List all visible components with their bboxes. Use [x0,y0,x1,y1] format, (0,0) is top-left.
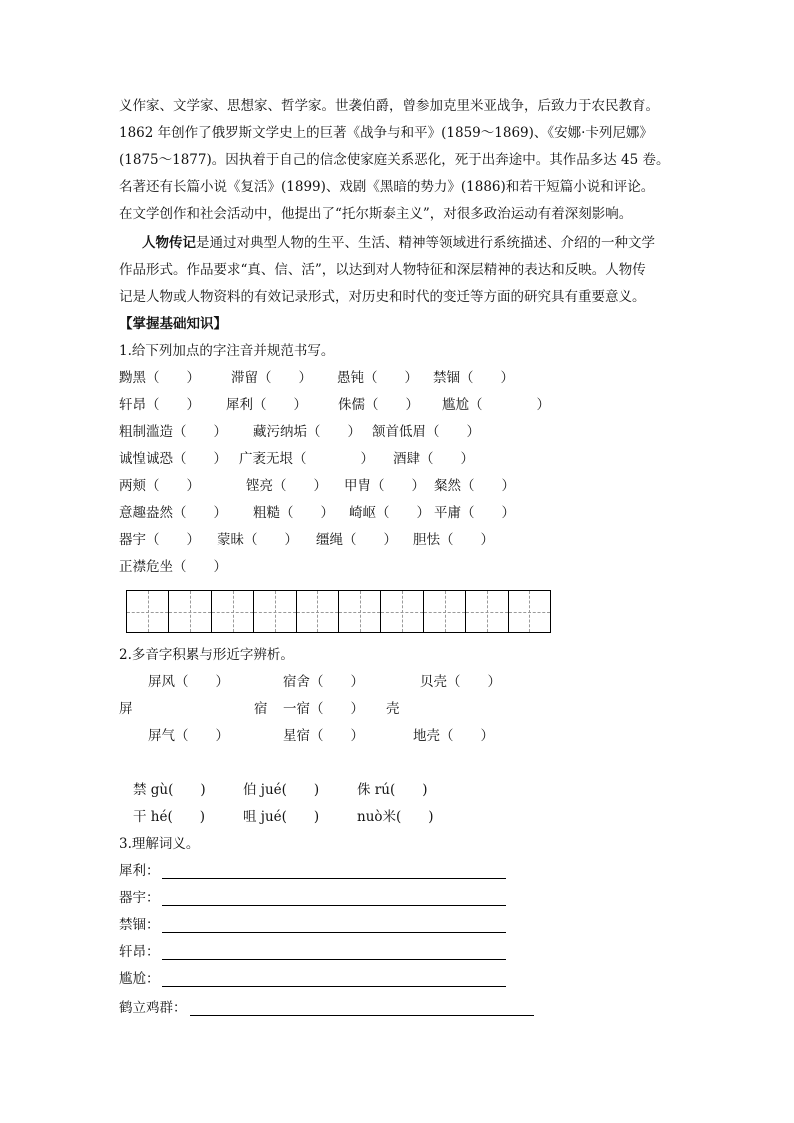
q1-item: 粗制滥造（ ） [119,424,227,440]
writing-grid-cell[interactable] [509,591,550,632]
q1-item: 轩昂（ ） [119,397,200,413]
answer-line[interactable] [162,986,506,987]
q2-item: 一宿（ ） [283,701,364,717]
q1-item: 缰绳（ ） [316,532,397,548]
q2-item: 宿舍（ ） [283,674,364,690]
q2-item: 屏气（ ） [148,728,229,744]
q2-char: 屏 [119,701,133,717]
intro-line-1: 义作家、文学家、思想家、哲学家。世袭伯爵，曾参加克里米亚战争，后致力于农民教育。 [119,98,659,114]
writing-grid-cell[interactable] [466,591,508,632]
q1-item: 粗糙（ ） [253,505,334,521]
q1-item: 铿亮（ ） [246,478,327,494]
q2-char: 壳 [386,701,400,717]
q1-item: 平庸（ ） [434,505,515,521]
q1-item: 两颊（ ） [119,478,200,494]
q2-pinyin-item: 禁 gù( ) [133,782,206,798]
q2-pinyin-item: 伯 jué( ) [243,782,320,798]
q3-title: 3.理解词义。 [119,836,200,852]
answer-line[interactable] [162,932,506,933]
biography-line-3: 记是人物或人物资料的有效记录形式，对历史和时代的变迁等方面的研究具有重要意义。 [119,289,646,305]
answer-line[interactable] [190,1015,534,1016]
q3-term: 轩昂： [119,944,160,960]
q2-item: 星宿（ ） [283,728,364,744]
q3-term: 尴尬： [119,971,160,987]
biography-line-2: 作品形式。作品要求“真、信、活”，以达到对人物特征和深层精神的表达和反映。人物传 [119,262,646,278]
q1-item: 愚钝（ ） [337,370,418,386]
q1-item: 意趣盎然（ ） [119,505,227,521]
answer-line[interactable] [162,878,506,879]
q2-pinyin-item: 侏 rú( ) [357,782,428,798]
q1-item: 藏污纳垢（ ） [253,424,361,440]
q1-item: 酒肆（ ） [393,451,474,467]
q2-pinyin-item: 干 hé( ) [133,809,206,825]
q1-item: 侏儒（ ） [338,397,419,413]
writing-grid-cell[interactable] [297,591,339,632]
q1-item: 甲胄（ ） [344,478,425,494]
q1-item: 犀利（ ） [226,397,307,413]
writing-grid-cell[interactable] [212,591,254,632]
q1-item: 尴尬（ ） [442,397,550,413]
q1-item: 胆怯（ ） [413,532,494,548]
q1-item: 器宇（ ） [119,532,200,548]
q1-title: 1.给下列加点的字注音并规范书写。 [119,343,335,359]
biography-term: 人物传记 [142,235,196,251]
q2-item: 地壳（ ） [413,728,494,744]
q1-item: 滞留（ ） [231,370,312,386]
writing-grid-cell[interactable] [169,591,211,632]
writing-grid-cell[interactable] [254,591,296,632]
q2-item: 贝壳（ ） [420,674,501,690]
q1-item: 蒙昧（ ） [217,532,298,548]
intro-line-2: 1862 年创作了俄罗斯文学史上的巨著《战争与和平》(1859～1869)、《安娜·卡列尼娜》 [119,125,653,141]
intro-line-3: (1875～1877)。因执着于自己的信念使家庭关系恶化，死于出奔途中。其作品多达 45 卷。 [119,152,670,168]
q2-title: 2.多音字积累与形近字辨析。 [119,647,294,663]
biography-line-1-text: 是通过对典型人物的生平、生活、精神等领域进行系统描述、介绍的一种文学 [196,235,655,251]
q1-item: 禁锢（ ） [433,370,514,386]
section-title: 【掌握基础知识】 [119,316,227,332]
q2-pinyin-item: 咀 jué( ) [243,809,320,825]
intro-line-5: 在文学创作和社会活动中，他提出了“托尔斯泰主义”，对很多政治运动有着深刻影响。 [119,206,633,222]
q1-item: 诚惶诚恐（ ） [119,451,227,467]
writing-grid-cell[interactable] [339,591,381,632]
q2-pinyin-item: nuò米( ) [357,809,434,825]
q3-term: 犀利： [119,863,160,879]
answer-line[interactable] [162,959,506,960]
writing-grid[interactable] [126,590,551,633]
writing-grid-cell[interactable] [381,591,423,632]
q1-item: 粲然（ ） [434,478,515,494]
q1-item: 正襟危坐（ ） [119,559,227,575]
q3-term: 禁锢： [119,917,160,933]
q1-item: 黝黑（ ） [119,370,200,386]
q2-char: 宿 [254,701,268,717]
writing-grid-cell[interactable] [127,591,169,632]
intro-line-4: 名著还有长篇小说《复活》(1899)、戏剧《黑暗的势力》(1886)和若干短篇小说和评论。 [119,179,655,195]
q1-item: 崎岖（ ） [349,505,430,521]
answer-line[interactable] [162,905,506,906]
writing-grid-cell[interactable] [424,591,466,632]
q1-item: 颔首低眉（ ） [372,424,480,440]
q3-term: 鹤立鸡群： [119,1000,187,1016]
q3-term: 器宇： [119,890,160,906]
q2-item: 屏风（ ） [148,674,229,690]
q1-item: 广袤无垠（ ） [239,451,374,467]
biography-line-1 [142,233,655,253]
